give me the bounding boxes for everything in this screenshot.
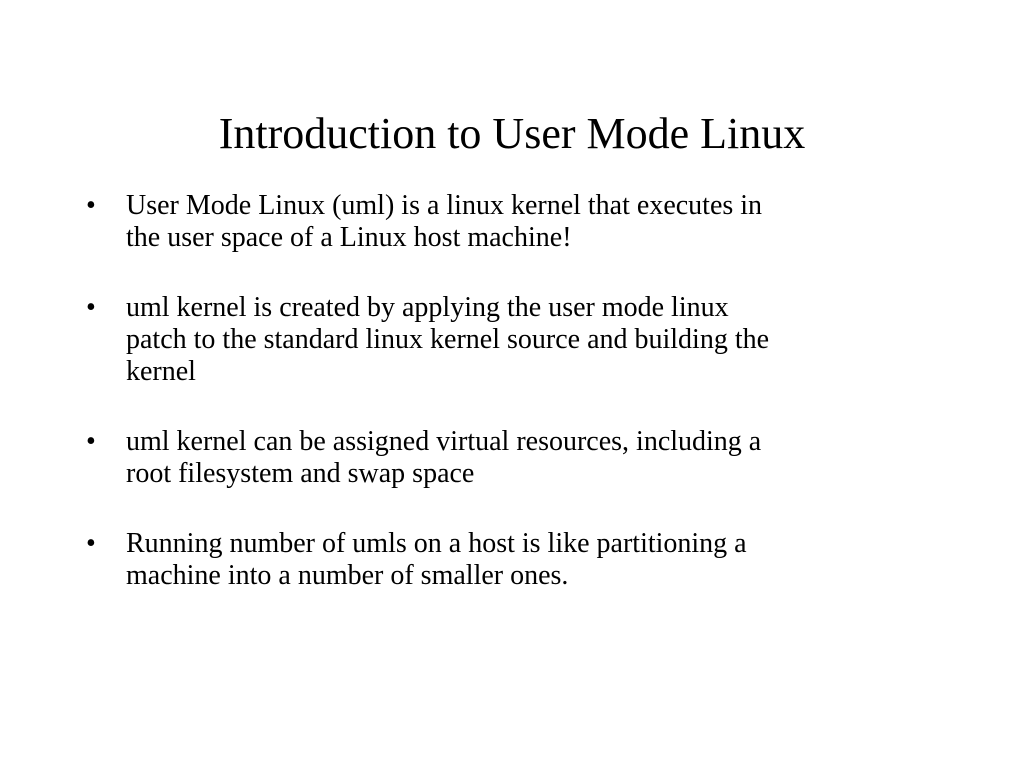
bullet-icon: • [86,528,96,559]
bullet-line: machine into a number of smaller ones. [126,560,569,591]
bullet-line: Running number of umls on a host is like partitioning a [126,528,747,559]
bullet-line: uml kernel can be assigned virtual resources, including a [126,426,762,457]
bullet-line: kernel [126,356,196,387]
bullet-item [86,426,936,490]
bullet-icon: • [86,190,96,221]
bullet-icon: • [86,292,96,323]
bullet-item [86,528,936,592]
bullet-item [86,190,936,254]
bullet-list [86,190,936,630]
bullet-line: patch to the standard linux kernel source and building the [126,324,770,355]
bullet-line: User Mode Linux (uml) is a linux kernel that executes in [126,190,763,221]
slide-title: Introduction to User Mode Linux [218,109,806,158]
bullet-item [86,292,936,388]
bullet-icon: • [86,426,96,457]
bullet-line: uml kernel is created by applying the user mode linux [126,292,729,323]
bullet-line: root filesystem and swap space [126,458,475,489]
bullet-line: the user space of a Linux host machine! [126,222,572,253]
